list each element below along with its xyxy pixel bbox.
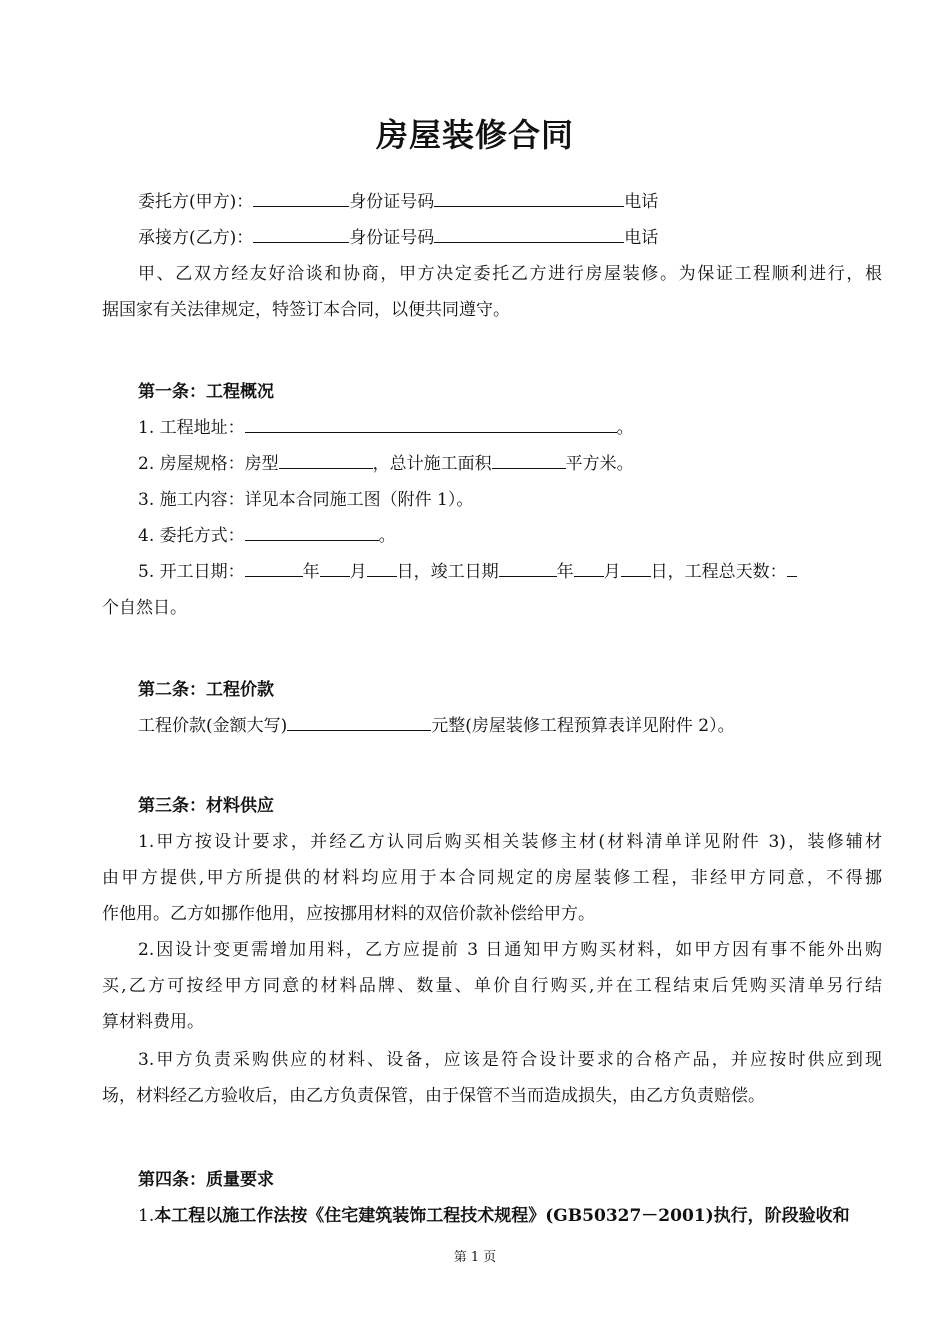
- article-3-p2-line-1: 2.因设计变更需增加用料，乙方应提前 3 日通知甲方购买材料，如甲方因有事不能外出购: [138, 940, 882, 960]
- start-month-label: 月: [349, 562, 367, 582]
- article-4-p1-text: 本工程以施工作法按《住宅建筑装饰工程技术规程》(GB50327－2001)执行，阶段验收和: [154, 1206, 850, 1226]
- price-blank[interactable]: [287, 714, 431, 731]
- article-2-text: [138, 714, 882, 738]
- article-3-p1-line-2: 由甲方提供,甲方所提供的材料均应用于本合同规定的房屋装修工程，非经甲方同意，不得挪: [102, 868, 882, 888]
- intro-line-1: 甲、乙双方经友好洽谈和协商，甲方决定委托乙方进行房屋装修。为保证工程顺利进行，根: [138, 264, 882, 284]
- document-title: 房屋装修合同: [375, 116, 574, 154]
- end-day-blank[interactable]: [621, 560, 651, 577]
- end-month-blank[interactable]: [574, 560, 604, 577]
- article-3-heading: 第三条：材料供应: [138, 796, 274, 816]
- article-3-p1-line-3: 作他用。乙方如挪作他用，应按挪用材料的双倍价款补偿给甲方。: [102, 904, 595, 924]
- area-unit: 平方米。: [565, 454, 634, 474]
- end-month-label: 月: [603, 562, 621, 582]
- party-a-line: [138, 190, 882, 214]
- article-2-heading: 第二条：工程价款: [138, 680, 274, 700]
- article-3-p3-line-2: 场，材料经乙方验收后，由乙方负责保管，由于保管不当而造成损失，由乙方负责赔偿。: [102, 1086, 765, 1106]
- address-end: 。: [616, 418, 634, 438]
- end-year-blank[interactable]: [499, 560, 557, 577]
- party-a-name-blank[interactable]: [253, 190, 349, 207]
- end-year-label: 年: [556, 562, 574, 582]
- price-label: 工程价款(金额大写): [138, 716, 288, 736]
- party-a-label: 委托方(甲方)：: [138, 192, 254, 212]
- price-end: 元整(房屋装修工程预算表详见附件 2）。: [431, 716, 735, 736]
- commission-method-label: 4. 委托方式：: [138, 526, 245, 546]
- page-footer: 第 1 页: [453, 1250, 497, 1265]
- article-4-p1-number: 1.: [138, 1206, 155, 1226]
- article-3-p2-line-2: 买,乙方可按经甲方同意的材料品牌、数量、单价自行购买,并在工程结束后凭购买清单另行结: [102, 976, 882, 996]
- end-date-label: 日，竣工日期: [396, 562, 499, 582]
- party-b-label: 承接方(乙方)：: [138, 228, 254, 248]
- party-b-id-blank[interactable]: [434, 226, 624, 243]
- article-1-item-3: 3. 施工内容：详见本合同施工图（附件 1）。: [138, 490, 474, 510]
- commission-method-end: 。: [378, 526, 396, 546]
- address-label: 1. 工程地址：: [138, 418, 245, 438]
- start-day-blank[interactable]: [367, 560, 397, 577]
- party-b-line: [138, 226, 882, 250]
- article-1-item-1: [138, 416, 882, 440]
- party-a-id-blank[interactable]: [434, 190, 624, 207]
- article-3-p1-line-1: 1.甲方按设计要求，并经乙方认同后购买相关装修主材(材料清单详见附件 3)，装修辅材: [138, 832, 882, 852]
- area-blank[interactable]: [492, 452, 566, 469]
- article-4-p1-line-1: [138, 1204, 882, 1228]
- start-month-blank[interactable]: [320, 560, 350, 577]
- article-4-heading: 第四条：质量要求: [138, 1170, 274, 1190]
- start-year-blank[interactable]: [245, 560, 303, 577]
- party-b-phone-label: 电话: [624, 228, 659, 248]
- article-1-heading: 第一条：工程概况: [138, 382, 274, 402]
- total-days-blank[interactable]: [787, 560, 797, 577]
- house-type-blank[interactable]: [279, 452, 373, 469]
- party-a-id-label: 身份证号码: [349, 192, 435, 212]
- article-3-p3-line-1: 3.甲方负责采购供应的材料、设备，应该是符合设计要求的合格产品，并应按时供应到现: [138, 1050, 882, 1070]
- total-days-label: 日，工程总天数：: [650, 562, 787, 582]
- party-b-id-label: 身份证号码: [349, 228, 435, 248]
- article-3-p2-line-3: 算材料费用。: [102, 1012, 204, 1032]
- article-1-item-5: [138, 560, 882, 584]
- start-date-label: 5. 开工日期：: [138, 562, 245, 582]
- area-label: ，总计施工面积: [372, 454, 492, 474]
- start-year-label: 年: [302, 562, 320, 582]
- article-1-item-5-cont: 个自然日。: [102, 598, 187, 618]
- address-blank[interactable]: [245, 416, 617, 433]
- party-a-phone-label: 电话: [624, 192, 659, 212]
- commission-method-blank[interactable]: [245, 524, 379, 541]
- intro-line-2: 据国家有关法律规定，特签订本合同，以便共同遵守。: [102, 300, 510, 320]
- article-1-item-4: [138, 524, 882, 548]
- article-1-item-2: [138, 452, 882, 476]
- house-type-label: 2. 房屋规格：房型: [138, 454, 279, 474]
- party-b-name-blank[interactable]: [253, 226, 349, 243]
